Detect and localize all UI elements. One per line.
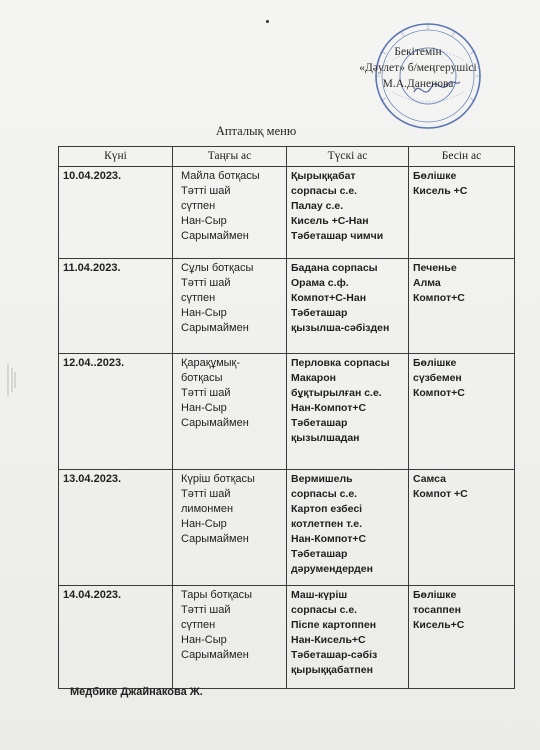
breakfast-item: Майла ботқасы [181,170,260,182]
lunch-item: қырыққабатпен [291,664,373,676]
lunch-item: Нан-Кисель+С [291,634,366,646]
breakfast-item: Сарымаймен [181,649,249,661]
lunch-item: сорпасы с.е. [291,488,358,500]
breakfast-item: Тәтті шай [181,185,231,197]
lunch-item: қызылшадан [291,432,360,444]
nurse-signature: Медбике Джайнакова Ж. [70,686,203,698]
lunch-item: қызылша-сәбізден [291,322,390,334]
lunch-item: сорпасы с.е. [291,604,358,616]
breakfast-item: Нан-Сыр [181,518,227,530]
approval-heading: Бекітемін [394,46,442,58]
breakfast-item: сүтпен [181,292,216,304]
snack-item: Алма [413,277,441,289]
cell-breakfast [173,259,287,354]
breakfast-item: Тәтті шай [181,277,231,289]
approval-block [318,44,518,92]
table-row [59,259,515,354]
breakfast-item: Қарақұмық- [181,357,241,369]
lunch-item: Нан-Компот+С [291,533,367,545]
breakfast-item: Сарымаймен [181,417,249,429]
cell-lunch [287,354,409,470]
cell-breakfast [173,586,287,689]
lunch-item: Піспе картоппен [291,619,377,631]
breakfast-item: сүтпен [181,619,216,631]
cell-lunch [287,167,409,259]
table-row [59,354,515,470]
breakfast-item: Нан-Сыр [181,634,227,646]
lunch-item: Тәбеташар-сәбіз [291,649,378,661]
cell-breakfast [173,354,287,470]
snack-item: Кисель +С [413,185,468,197]
snack-item: Бөлішке [413,170,457,182]
lunch-item: Нан-Компот+С [291,402,367,414]
column-header-day: Күні [59,147,173,167]
lunch-item: Қырыққабат [291,170,356,182]
cell-snack [409,167,515,259]
cell-date: 10.04.2023. [59,167,173,259]
cell-breakfast [173,470,287,586]
breakfast-item: Сұлы ботқасы [181,262,254,274]
margin-mark [2,360,20,400]
page-title [0,124,540,139]
breakfast-item: ботқасы [181,372,223,384]
lunch-item: Кисель +С-Нан [291,215,369,227]
snack-item: Бөлішке [413,357,457,369]
lunch-item: Бадана сорпасы [291,262,378,274]
snack-item: Бөлішке [413,589,457,601]
title-text: Апталық меню [215,124,297,138]
cell-lunch [287,586,409,689]
cell-date: 14.04.2023. [59,586,173,689]
breakfast-item: сүтпен [181,200,216,212]
breakfast-item: Тәтті шай [181,387,231,399]
lunch-item: Перловка сорпасы [291,357,390,369]
cell-date: 11.04.2023. [59,259,173,354]
snack-item: тосаппен [413,604,461,616]
breakfast-item: Тәтті шай [181,488,231,500]
snack-item: Кисель+С [413,619,465,631]
snack-item: Компот+С [413,292,465,304]
lunch-item: сорпасы с.е. [291,185,358,197]
table-row [59,586,515,689]
breakfast-item: Нан-Сыр [181,307,227,319]
lunch-item: Компот+С-Нан [291,292,367,304]
breakfast-item: лимонмен [181,503,234,515]
column-header-lunch: Түскі ас [287,147,409,167]
snack-item: Самса [413,473,446,485]
breakfast-item: Тәтті шай [181,604,231,616]
lunch-item: бұқтырылған с.е. [291,387,382,399]
lunch-item: Орама с.ф. [291,277,349,289]
cell-snack [409,586,515,689]
cell-date: 13.04.2023. [59,470,173,586]
speck [266,20,269,23]
lunch-item: Палау с.е. [291,200,344,212]
cell-lunch [287,470,409,586]
table-header-row [59,147,515,167]
cell-snack [409,259,515,354]
lunch-item: Тәбеташар [291,548,348,560]
breakfast-item: Күріш ботқасы [181,473,255,485]
breakfast-item: Нан-Сыр [181,215,227,227]
table-row [59,470,515,586]
cell-lunch [287,259,409,354]
breakfast-item: Сарымаймен [181,322,249,334]
cell-date: 12.04..2023. [59,354,173,470]
lunch-item: Маш-күріш [291,589,348,601]
breakfast-item: Нан-Сыр [181,402,227,414]
menu-table [58,146,515,689]
snack-item: Компот+С [413,387,465,399]
menu-table-body [59,167,515,689]
breakfast-item: Сарымаймен [181,230,249,242]
lunch-item: Тәбеташар [291,307,348,319]
approval-position: «Дәулет» б/меңгерушісі [359,62,477,74]
cell-snack [409,354,515,470]
approval-name: М.А.Даненова [382,78,454,90]
cell-breakfast [173,167,287,259]
snack-item: сүзбемен [413,372,462,384]
breakfast-item: Сарымаймен [181,533,249,545]
table-row [59,167,515,259]
lunch-item: котлетпен т.е. [291,518,362,530]
lunch-item: дәрумендерден [291,563,373,575]
column-header-snack: Бесін ас [409,147,515,167]
lunch-item: Тәбеташар чимчи [291,230,384,242]
lunch-item: Тәбеташар [291,417,348,429]
lunch-item: Вермишель [291,473,353,485]
lunch-item: Макарон [291,372,336,384]
breakfast-item: Тары ботқасы [181,589,252,601]
snack-item: Компот +С [413,488,468,500]
lunch-item: Картоп езбесі [291,503,363,515]
column-header-breakfast: Таңғы ас [173,147,287,167]
snack-item: Печенье [413,262,457,274]
cell-snack [409,470,515,586]
